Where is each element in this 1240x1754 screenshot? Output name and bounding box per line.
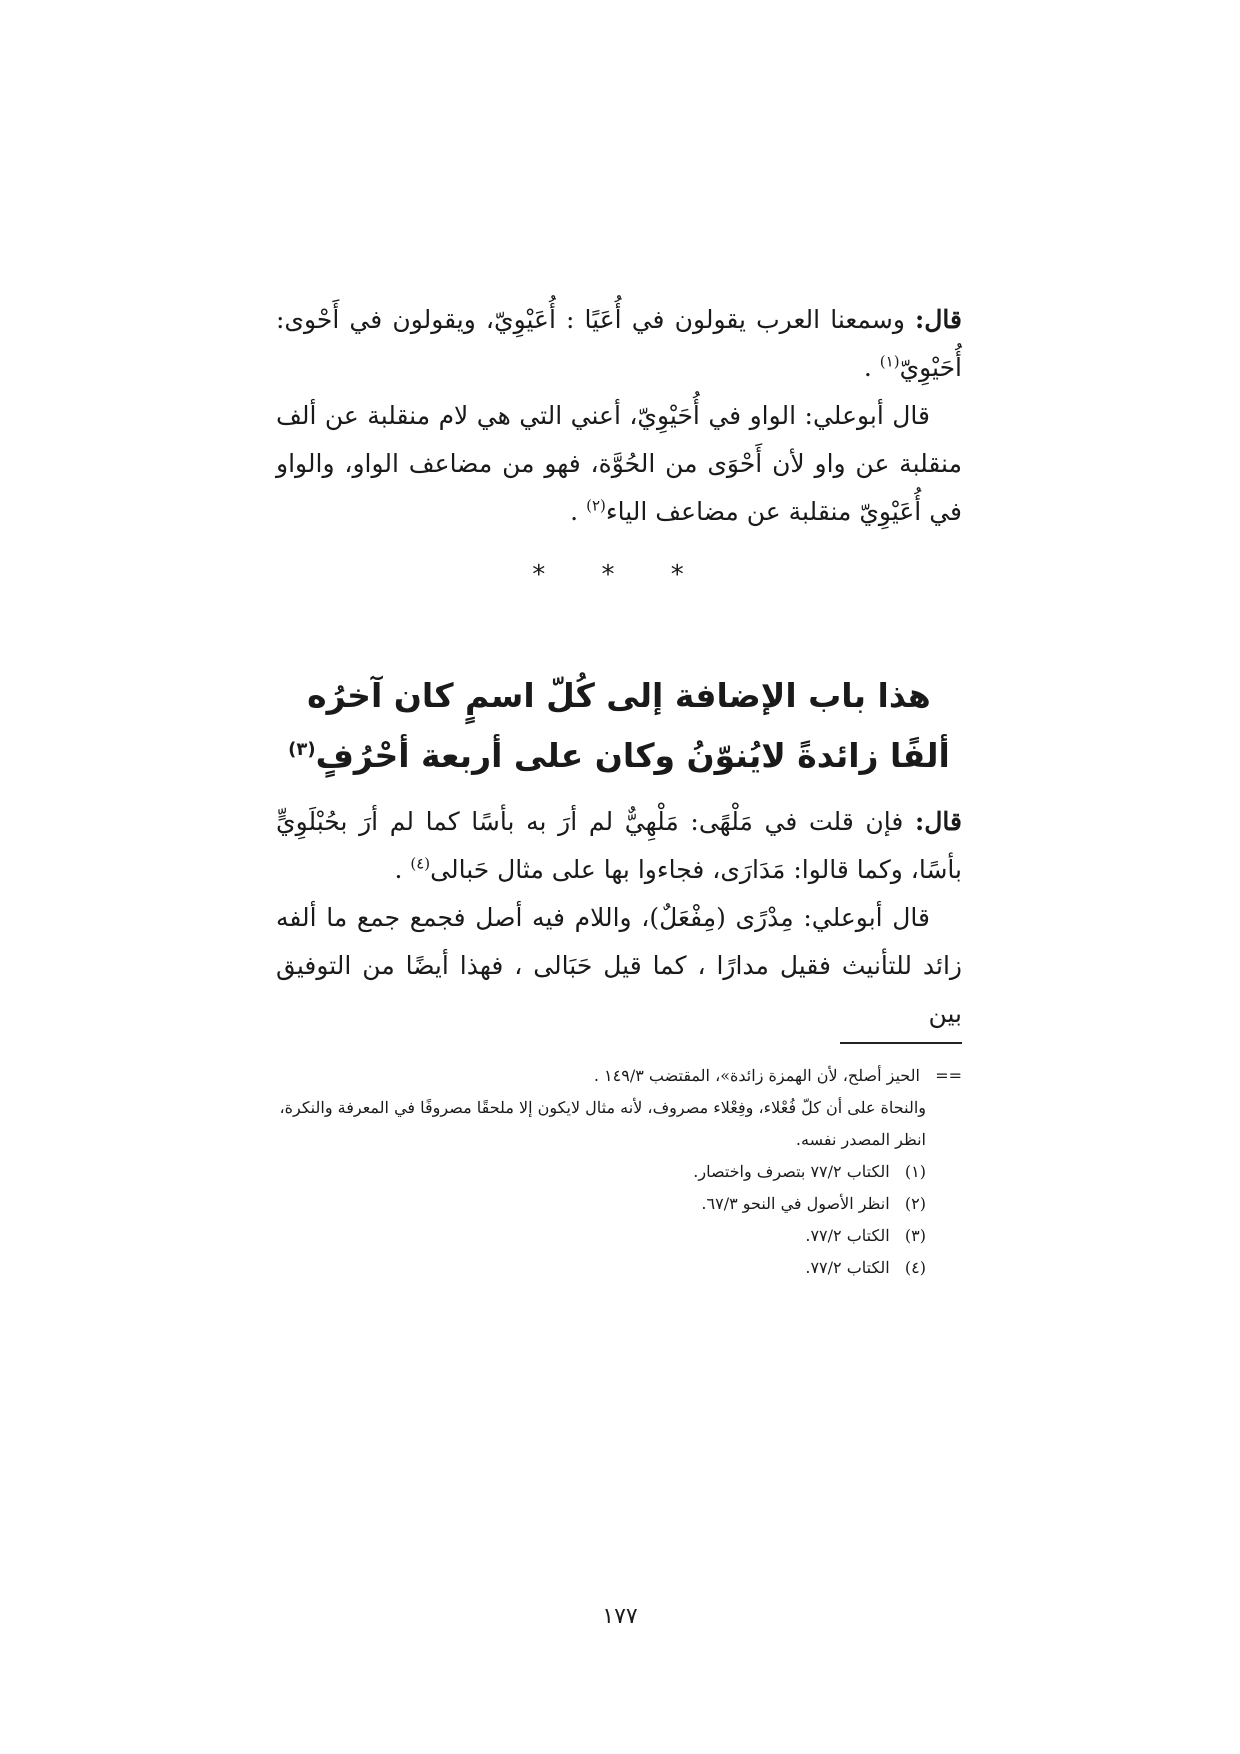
footnote-item [276, 1220, 962, 1252]
footnote-number: (٢) [904, 1194, 926, 1213]
section-1 [276, 296, 962, 536]
page-number: ١٧٧ [602, 1604, 638, 1629]
paragraph-end: . [394, 855, 411, 884]
footnote-continuation [276, 1060, 962, 1092]
footnote-ref: (٢) [586, 496, 606, 515]
footnote-separator [840, 1042, 962, 1044]
section-divider: * * * [532, 560, 708, 590]
heading-line-2 [276, 726, 962, 786]
heading-line-2-text: ألفًا زائدةً لايُنوّنُ وكان على أربعة أحْرُفٍ [315, 736, 950, 775]
footnote-item [276, 1252, 962, 1284]
speaker-lead: قال: [915, 305, 962, 334]
paragraph-text: فإن قلت في مَلْهًى: مَلْهِيٌّ لم أرَ به بأسًا كما لم أرَ بحُبْلَوِيٍّ بأسًا، وكما قالوا: مَدَارَى، فجاءوا بها على مثال حَبالى [276, 807, 962, 884]
speaker-lead: قال: [915, 807, 962, 836]
footnote-ref: (٣) [288, 739, 316, 760]
paragraph-end: . [570, 497, 587, 526]
footnotes [276, 1060, 962, 1284]
heading-line-1: هذا باب الإضافة إلى كُلّ اسمٍ كان آخرُه [307, 676, 931, 715]
footnote-item [276, 1156, 962, 1188]
footnote-ref: (١) [879, 352, 900, 371]
footnote-number: (٤) [904, 1258, 926, 1277]
footnote-number: (٣) [904, 1226, 926, 1245]
paragraph-4 [276, 894, 962, 1038]
footnote-text: الكتاب ٧٧/٢. [805, 1226, 890, 1245]
continuation-marker: == [935, 1066, 962, 1085]
footnote-number: (١) [904, 1162, 926, 1181]
paragraph-text: قال أبوعلي: مِدْرًى (مِفْعَلٌ)، واللام فيه أصل فجمع جمع ما ألفه زائد للتأنيث فقيل مدارًا ، كما قيل حَبَالى ، فهذا أيضًا من التوفيق بين [276, 903, 962, 1028]
section-2 [276, 798, 962, 1038]
footnote-continuation-2: والنحاة على أن كلّ فُعْلاء، وفِعْلاء مصروف، لأنه مثال لايكون إلا ملحقًا مصروفًا في المعرفة والنكرة، انظر المصدر نفسه. [279, 1098, 926, 1149]
chapter-heading [276, 666, 962, 786]
paragraph-text: وسمعنا العرب يقولون في أُعَيًا : أُعَيْوِيّ، ويقولون في أَحْوى: أُحَيْوِيّ [276, 305, 962, 382]
continuation-text: الحيز أصلح، لأن الهمزة زائدة»، المقتضب ١٤٩/٣ . [593, 1066, 920, 1085]
footnote-item [276, 1188, 962, 1220]
paragraph-text: قال أبوعلي: الواو في أُحَيْوِيّ، أعني التي هي لام منقلبة عن ألف منقلبة عن واو لأن أَحْوَى من الحُوَّة، فهو من مضاعف الواو، والواو في أُعَيْوِيّ منقلبة عن مضاعف الياء [276, 401, 962, 526]
footnote-text: الكتاب ٧٧/٢. [805, 1258, 890, 1277]
footnote-text: الكتاب ٧٧/٢ بتصرف واختصار. [693, 1162, 890, 1181]
footnote-text: انظر الأصول في النحو ٦٧/٣. [701, 1194, 890, 1213]
paragraph-1 [276, 296, 962, 392]
paragraph-2 [276, 392, 962, 536]
paragraph-3 [276, 798, 962, 894]
footnote-ref: (٤) [410, 854, 431, 873]
paragraph-end: . [863, 353, 880, 382]
